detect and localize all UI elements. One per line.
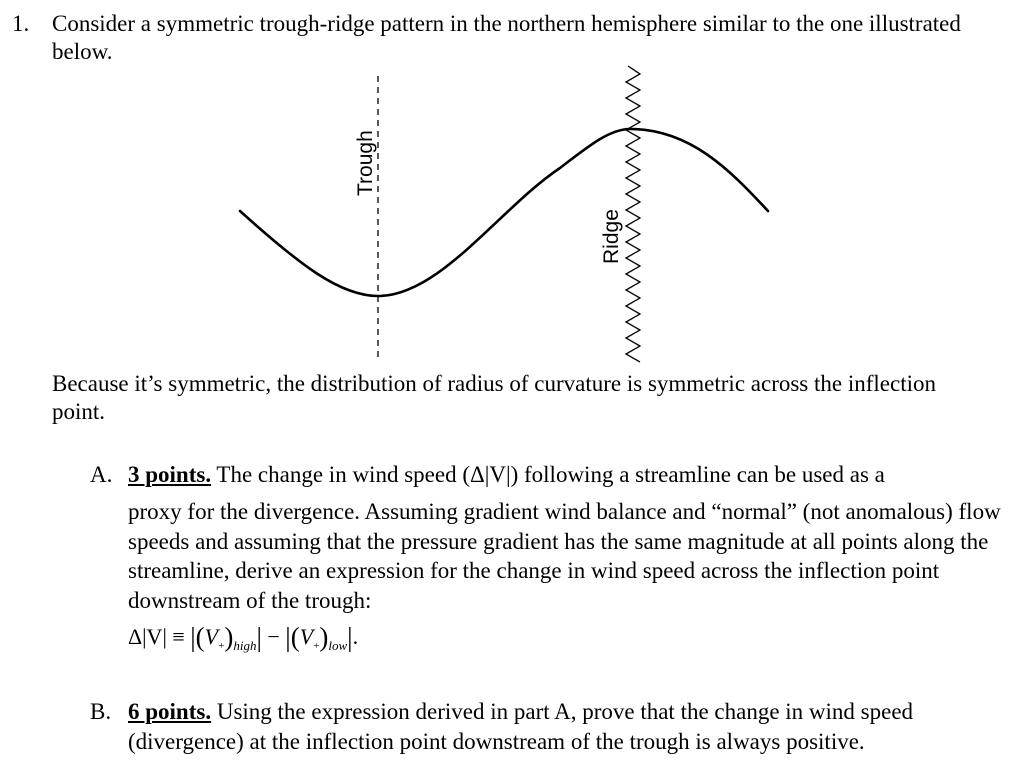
eq-plus-low: + xyxy=(313,640,320,652)
eq-sub-high: high xyxy=(233,638,257,653)
streamline-curve xyxy=(240,129,768,296)
question-number: 1. xyxy=(12,11,30,36)
eq-sub-low: low xyxy=(328,638,348,653)
eq-lhs: Δ|V| xyxy=(128,624,167,649)
part-b-points: 6 points. xyxy=(128,699,212,724)
part-a-first-line xyxy=(128,460,1008,490)
ridge-label: Ridge xyxy=(600,209,623,264)
eq-v-high: V xyxy=(204,624,219,649)
question-intro: Consider a symmetric trough-ridge pattern in the northern hemisphere similar to the one illustrated below. xyxy=(52,11,961,64)
part-a-body: proxy for the divergence. Assuming gradient wind balance and “normal” (not anomalous) flow speeds and assuming that the pressure gradient has the same magnitude at all points along the streamline, derive an expression for the change in wind speed across the inflection point downstream of the trough: xyxy=(128,499,1001,613)
part-a-symbol: Δ|V| xyxy=(469,462,511,487)
part-a-equation: $\Delta|V| \equiv |(V_+)_{high}| - |(V_+)_{low}|$. xyxy=(128,622,359,653)
part-a-letter: A. xyxy=(90,462,113,487)
eq-v-low: V xyxy=(299,624,314,649)
eq-plus-high: + xyxy=(218,640,225,652)
eq-minus: − xyxy=(267,624,280,649)
ridge-zigzag-line xyxy=(626,66,640,362)
eq-equiv: ≡ xyxy=(172,624,185,649)
part-a-text-after: ) following a streamline can be used as a xyxy=(510,462,885,487)
trough-label: Trough xyxy=(354,130,377,196)
eq-end: . xyxy=(352,624,359,649)
part-a-points: 3 points. xyxy=(128,462,212,487)
part-a-text-before: The change in wind speed ( xyxy=(211,462,470,487)
part-b-letter: B. xyxy=(90,699,112,724)
part-b-body xyxy=(128,697,1008,756)
symmetry-paragraph: Because it’s symmetric, the distribution of radius of curvature is symmetric across the inflection point. xyxy=(52,371,936,424)
part-b-text: Using the expression derived in part A, prove that the change in wind speed (divergence) at the inflection point downstream of the trough is always positive. xyxy=(128,699,914,754)
